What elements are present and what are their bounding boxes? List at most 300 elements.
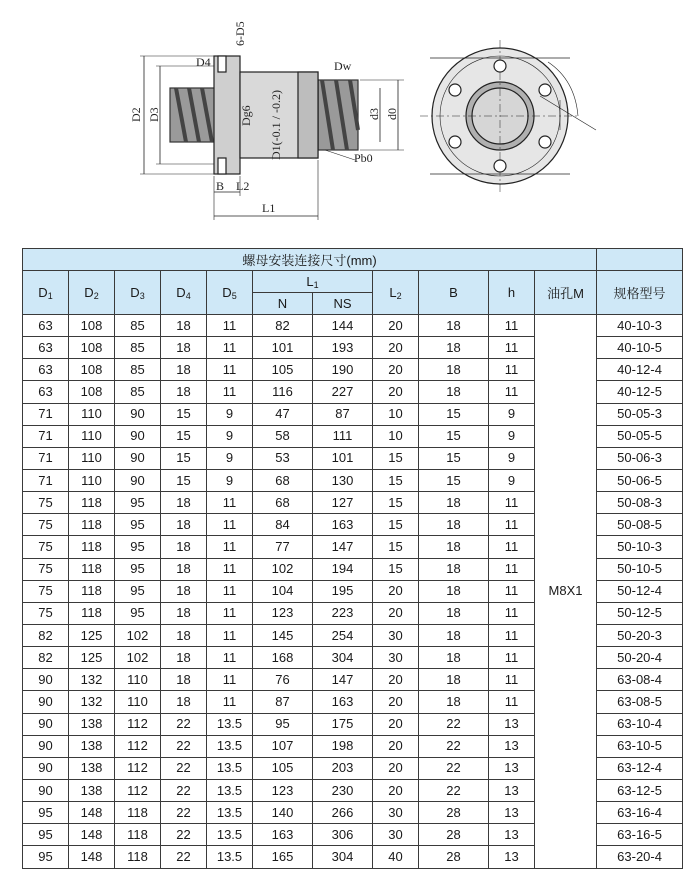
cell-l2: 20 bbox=[373, 580, 419, 602]
cell-h: 13 bbox=[489, 757, 535, 779]
cell-l2: 15 bbox=[373, 469, 419, 491]
cell-h: 11 bbox=[489, 558, 535, 580]
cell-d5: 11 bbox=[207, 315, 253, 337]
cell-model: 63-12-5 bbox=[597, 779, 683, 801]
cell-b: 22 bbox=[419, 713, 489, 735]
cell-n: 101 bbox=[253, 337, 313, 359]
cell-h: 11 bbox=[489, 691, 535, 713]
cell-oil-hole: M8X1 bbox=[535, 315, 597, 869]
cell-d2: 118 bbox=[69, 602, 115, 624]
cell-d5: 11 bbox=[207, 647, 253, 669]
cell-d1: 82 bbox=[23, 624, 69, 646]
cell-b: 18 bbox=[419, 492, 489, 514]
header-d4-sub: 4 bbox=[185, 290, 191, 301]
cell-b: 18 bbox=[419, 514, 489, 536]
cell-l2: 20 bbox=[373, 713, 419, 735]
cell-d3: 85 bbox=[115, 381, 161, 403]
cell-b: 18 bbox=[419, 647, 489, 669]
cell-d1: 90 bbox=[23, 779, 69, 801]
cell-d5: 13.5 bbox=[207, 757, 253, 779]
cell-d4: 22 bbox=[161, 713, 207, 735]
cell-l2: 20 bbox=[373, 669, 419, 691]
cell-l2: 15 bbox=[373, 536, 419, 558]
cell-d5: 13.5 bbox=[207, 824, 253, 846]
cell-d5: 11 bbox=[207, 691, 253, 713]
cell-ns: 254 bbox=[313, 624, 373, 646]
cell-b: 18 bbox=[419, 669, 489, 691]
cell-model: 40-12-4 bbox=[597, 359, 683, 381]
label-d-0: d0 bbox=[385, 108, 399, 120]
cell-d2: 110 bbox=[69, 425, 115, 447]
cell-n: 105 bbox=[253, 359, 313, 381]
cell-model: 40-10-3 bbox=[597, 315, 683, 337]
cell-d4: 18 bbox=[161, 647, 207, 669]
cell-d2: 138 bbox=[69, 713, 115, 735]
cell-model: 50-06-5 bbox=[597, 469, 683, 491]
cell-b: 18 bbox=[419, 381, 489, 403]
cell-n: 53 bbox=[253, 447, 313, 469]
label-d4: D4 bbox=[196, 55, 211, 69]
cell-l2: 20 bbox=[373, 602, 419, 624]
header-b: B bbox=[419, 271, 489, 315]
label-pb0: Pb0 bbox=[354, 151, 373, 165]
header-d4-text: D bbox=[176, 284, 186, 300]
cell-d2: 118 bbox=[69, 514, 115, 536]
cell-model: 50-05-3 bbox=[597, 403, 683, 425]
cell-n: 104 bbox=[253, 580, 313, 602]
cell-d1: 95 bbox=[23, 802, 69, 824]
cell-b: 18 bbox=[419, 359, 489, 381]
cell-d5: 11 bbox=[207, 602, 253, 624]
cell-d3: 90 bbox=[115, 403, 161, 425]
cell-d3: 118 bbox=[115, 802, 161, 824]
cell-d2: 138 bbox=[69, 735, 115, 757]
cell-d4: 18 bbox=[161, 558, 207, 580]
cell-model: 50-12-4 bbox=[597, 580, 683, 602]
cell-h: 9 bbox=[489, 425, 535, 447]
cell-l2: 20 bbox=[373, 735, 419, 757]
cell-d3: 95 bbox=[115, 536, 161, 558]
cell-d1: 75 bbox=[23, 602, 69, 624]
cell-n: 82 bbox=[253, 315, 313, 337]
cell-d4: 22 bbox=[161, 846, 207, 868]
cell-l2: 40 bbox=[373, 846, 419, 868]
cell-h: 11 bbox=[489, 337, 535, 359]
cell-d1: 90 bbox=[23, 669, 69, 691]
cell-d5: 9 bbox=[207, 469, 253, 491]
cell-d3: 90 bbox=[115, 469, 161, 491]
cell-n: 145 bbox=[253, 624, 313, 646]
cell-d5: 11 bbox=[207, 359, 253, 381]
cell-d5: 11 bbox=[207, 580, 253, 602]
label-l2: L2 bbox=[236, 179, 250, 193]
cell-b: 18 bbox=[419, 580, 489, 602]
cell-d4: 22 bbox=[161, 802, 207, 824]
cell-ns: 194 bbox=[313, 558, 373, 580]
cell-n: 95 bbox=[253, 713, 313, 735]
header-l1-sub: 1 bbox=[313, 279, 319, 290]
cell-d4: 18 bbox=[161, 492, 207, 514]
cell-model: 63-20-4 bbox=[597, 846, 683, 868]
cell-model: 50-10-3 bbox=[597, 536, 683, 558]
cell-model: 50-20-3 bbox=[597, 624, 683, 646]
cell-model: 63-12-4 bbox=[597, 757, 683, 779]
header-h: h bbox=[489, 271, 535, 315]
cell-d4: 15 bbox=[161, 425, 207, 447]
cell-n: 87 bbox=[253, 691, 313, 713]
header-l1-text: L bbox=[306, 273, 314, 289]
cell-ns: 195 bbox=[313, 580, 373, 602]
cell-d3: 110 bbox=[115, 691, 161, 713]
cell-d1: 90 bbox=[23, 757, 69, 779]
cell-b: 18 bbox=[419, 337, 489, 359]
cell-d4: 18 bbox=[161, 514, 207, 536]
cell-d1: 63 bbox=[23, 315, 69, 337]
cell-model: 40-10-5 bbox=[597, 337, 683, 359]
cell-d3: 112 bbox=[115, 779, 161, 801]
cell-l2: 20 bbox=[373, 315, 419, 337]
cell-ns: 87 bbox=[313, 403, 373, 425]
cell-l2: 30 bbox=[373, 824, 419, 846]
cell-b: 18 bbox=[419, 691, 489, 713]
cell-ns: 193 bbox=[313, 337, 373, 359]
cell-d3: 118 bbox=[115, 846, 161, 868]
cell-d4: 18 bbox=[161, 624, 207, 646]
cell-ns: 147 bbox=[313, 536, 373, 558]
cell-h: 11 bbox=[489, 492, 535, 514]
cell-d2: 108 bbox=[69, 337, 115, 359]
cell-b: 18 bbox=[419, 558, 489, 580]
cell-l2: 15 bbox=[373, 492, 419, 514]
label-dg6: Dg6 bbox=[239, 105, 253, 126]
cell-d3: 85 bbox=[115, 359, 161, 381]
cell-l2: 20 bbox=[373, 337, 419, 359]
cell-d2: 132 bbox=[69, 691, 115, 713]
cell-d2: 148 bbox=[69, 846, 115, 868]
cell-d5: 13.5 bbox=[207, 735, 253, 757]
cell-d3: 112 bbox=[115, 735, 161, 757]
header-d1 bbox=[23, 271, 69, 315]
cell-h: 11 bbox=[489, 647, 535, 669]
header-model: 规格型号 bbox=[597, 271, 683, 315]
cell-b: 22 bbox=[419, 779, 489, 801]
cell-d5: 11 bbox=[207, 381, 253, 403]
cell-d5: 11 bbox=[207, 624, 253, 646]
header-n: N bbox=[253, 293, 313, 315]
cell-b: 15 bbox=[419, 469, 489, 491]
cell-d2: 125 bbox=[69, 647, 115, 669]
cell-d2: 125 bbox=[69, 624, 115, 646]
cell-d4: 18 bbox=[161, 536, 207, 558]
cell-n: 105 bbox=[253, 757, 313, 779]
cell-d5: 13.5 bbox=[207, 713, 253, 735]
label-d-3: d3 bbox=[367, 108, 381, 120]
cell-l2: 20 bbox=[373, 691, 419, 713]
cell-h: 9 bbox=[489, 403, 535, 425]
cell-d1: 90 bbox=[23, 713, 69, 735]
cell-ns: 266 bbox=[313, 802, 373, 824]
cell-d1: 95 bbox=[23, 846, 69, 868]
cell-ns: 306 bbox=[313, 824, 373, 846]
label-d1: D1(-0.1 / -0.2) bbox=[269, 90, 283, 160]
cell-n: 102 bbox=[253, 558, 313, 580]
cell-d4: 18 bbox=[161, 381, 207, 403]
cell-d3: 90 bbox=[115, 447, 161, 469]
cell-d5: 9 bbox=[207, 425, 253, 447]
header-d3 bbox=[115, 271, 161, 315]
cell-d4: 18 bbox=[161, 602, 207, 624]
cell-ns: 304 bbox=[313, 647, 373, 669]
cell-d2: 148 bbox=[69, 824, 115, 846]
cell-h: 11 bbox=[489, 381, 535, 403]
cell-l2: 15 bbox=[373, 514, 419, 536]
header-oil-hole: 油孔M bbox=[535, 271, 597, 315]
label-d3: D3 bbox=[147, 107, 161, 122]
cell-d5: 11 bbox=[207, 514, 253, 536]
cell-h: 11 bbox=[489, 514, 535, 536]
cell-d2: 118 bbox=[69, 580, 115, 602]
cell-d4: 15 bbox=[161, 403, 207, 425]
cell-d2: 118 bbox=[69, 558, 115, 580]
cell-d1: 71 bbox=[23, 425, 69, 447]
cell-d1: 82 bbox=[23, 647, 69, 669]
cell-model: 50-20-4 bbox=[597, 647, 683, 669]
cell-d4: 22 bbox=[161, 735, 207, 757]
cell-ns: 190 bbox=[313, 359, 373, 381]
cell-d4: 18 bbox=[161, 580, 207, 602]
cell-n: 163 bbox=[253, 824, 313, 846]
cell-b: 15 bbox=[419, 425, 489, 447]
cell-d1: 90 bbox=[23, 691, 69, 713]
header-l2-sub: 2 bbox=[396, 290, 402, 301]
cell-d2: 108 bbox=[69, 381, 115, 403]
header-d3-sub: 3 bbox=[139, 290, 145, 301]
cell-d2: 138 bbox=[69, 779, 115, 801]
cell-l2: 30 bbox=[373, 647, 419, 669]
cell-d3: 85 bbox=[115, 315, 161, 337]
cell-n: 47 bbox=[253, 403, 313, 425]
header-d1-sub: 1 bbox=[47, 290, 53, 301]
cell-d2: 138 bbox=[69, 757, 115, 779]
cell-h: 13 bbox=[489, 846, 535, 868]
cell-d4: 18 bbox=[161, 337, 207, 359]
cell-h: 13 bbox=[489, 802, 535, 824]
label-l1: L1 bbox=[262, 201, 276, 215]
cell-n: 76 bbox=[253, 669, 313, 691]
cell-b: 28 bbox=[419, 802, 489, 824]
cell-n: 68 bbox=[253, 492, 313, 514]
cell-d2: 110 bbox=[69, 447, 115, 469]
header-d3-text: D bbox=[130, 284, 140, 300]
cell-d5: 11 bbox=[207, 337, 253, 359]
cell-l2: 20 bbox=[373, 779, 419, 801]
cell-h: 13 bbox=[489, 713, 535, 735]
cell-ns: 144 bbox=[313, 315, 373, 337]
cell-d2: 108 bbox=[69, 359, 115, 381]
cell-d1: 63 bbox=[23, 381, 69, 403]
cell-ns: 223 bbox=[313, 602, 373, 624]
cell-model: 63-16-4 bbox=[597, 802, 683, 824]
cell-d3: 95 bbox=[115, 558, 161, 580]
cell-model: 63-08-5 bbox=[597, 691, 683, 713]
label-d2: D2 bbox=[129, 107, 143, 122]
cell-d4: 18 bbox=[161, 359, 207, 381]
cell-d4: 22 bbox=[161, 779, 207, 801]
cell-d3: 95 bbox=[115, 602, 161, 624]
cell-model: 50-06-3 bbox=[597, 447, 683, 469]
cell-h: 9 bbox=[489, 447, 535, 469]
cell-l2: 10 bbox=[373, 425, 419, 447]
cell-d3: 118 bbox=[115, 824, 161, 846]
cell-ns: 230 bbox=[313, 779, 373, 801]
table-body bbox=[23, 315, 683, 869]
cell-n: 58 bbox=[253, 425, 313, 447]
cell-model: 50-12-5 bbox=[597, 602, 683, 624]
cell-n: 123 bbox=[253, 779, 313, 801]
cell-model: 40-12-5 bbox=[597, 381, 683, 403]
cell-l2: 20 bbox=[373, 381, 419, 403]
cell-model: 63-10-5 bbox=[597, 735, 683, 757]
cell-d5: 11 bbox=[207, 536, 253, 558]
cell-ns: 111 bbox=[313, 425, 373, 447]
cell-d5: 11 bbox=[207, 558, 253, 580]
cell-d1: 71 bbox=[23, 469, 69, 491]
cell-d5: 11 bbox=[207, 669, 253, 691]
cell-d2: 110 bbox=[69, 403, 115, 425]
cell-ns: 175 bbox=[313, 713, 373, 735]
cell-d4: 22 bbox=[161, 757, 207, 779]
cell-n: 165 bbox=[253, 846, 313, 868]
label-6-d5: 6-D5 bbox=[233, 21, 247, 46]
header-d5-text: D bbox=[222, 284, 232, 300]
table-row bbox=[23, 315, 683, 337]
cell-d1: 75 bbox=[23, 558, 69, 580]
table-title-blank bbox=[597, 249, 683, 271]
cell-h: 11 bbox=[489, 669, 535, 691]
cell-d5: 13.5 bbox=[207, 846, 253, 868]
header-d2 bbox=[69, 271, 115, 315]
cell-d3: 90 bbox=[115, 425, 161, 447]
cell-h: 11 bbox=[489, 602, 535, 624]
cell-ns: 101 bbox=[313, 447, 373, 469]
cell-d3: 95 bbox=[115, 492, 161, 514]
cell-d1: 75 bbox=[23, 536, 69, 558]
cell-ns: 304 bbox=[313, 846, 373, 868]
cell-ns: 130 bbox=[313, 469, 373, 491]
cell-model: 63-08-4 bbox=[597, 669, 683, 691]
cell-l2: 30 bbox=[373, 624, 419, 646]
cell-b: 15 bbox=[419, 447, 489, 469]
cell-b: 18 bbox=[419, 315, 489, 337]
cell-model: 50-05-5 bbox=[597, 425, 683, 447]
cell-n: 68 bbox=[253, 469, 313, 491]
label-b: B bbox=[216, 179, 225, 193]
cell-b: 18 bbox=[419, 536, 489, 558]
cell-h: 11 bbox=[489, 580, 535, 602]
cell-h: 13 bbox=[489, 735, 535, 757]
cell-d4: 18 bbox=[161, 669, 207, 691]
cell-d2: 110 bbox=[69, 469, 115, 491]
cell-b: 22 bbox=[419, 735, 489, 757]
header-l2 bbox=[373, 271, 419, 315]
cell-d1: 63 bbox=[23, 359, 69, 381]
cell-n: 84 bbox=[253, 514, 313, 536]
cell-ns: 198 bbox=[313, 735, 373, 757]
cell-d2: 108 bbox=[69, 315, 115, 337]
cell-d2: 118 bbox=[69, 536, 115, 558]
cell-d3: 112 bbox=[115, 757, 161, 779]
cell-ns: 127 bbox=[313, 492, 373, 514]
cell-h: 13 bbox=[489, 779, 535, 801]
cell-d3: 85 bbox=[115, 337, 161, 359]
cell-n: 77 bbox=[253, 536, 313, 558]
cell-d1: 63 bbox=[23, 337, 69, 359]
cell-d5: 9 bbox=[207, 447, 253, 469]
cell-ns: 227 bbox=[313, 381, 373, 403]
cell-b: 22 bbox=[419, 757, 489, 779]
cell-d1: 71 bbox=[23, 447, 69, 469]
cell-h: 11 bbox=[489, 536, 535, 558]
cell-d2: 148 bbox=[69, 802, 115, 824]
cell-b: 18 bbox=[419, 602, 489, 624]
cell-d1: 95 bbox=[23, 824, 69, 846]
header-ns: NS bbox=[313, 293, 373, 315]
cell-h: 11 bbox=[489, 624, 535, 646]
front-view-drawing bbox=[420, 40, 596, 192]
cell-n: 140 bbox=[253, 802, 313, 824]
cell-l2: 20 bbox=[373, 757, 419, 779]
cell-d5: 13.5 bbox=[207, 802, 253, 824]
header-d2-sub: 2 bbox=[93, 290, 99, 301]
cell-d2: 118 bbox=[69, 492, 115, 514]
cell-ns: 163 bbox=[313, 514, 373, 536]
nut-dimension-table bbox=[22, 248, 683, 869]
cell-ns: 163 bbox=[313, 691, 373, 713]
header-l2-text: L bbox=[389, 284, 397, 300]
cell-ns: 203 bbox=[313, 757, 373, 779]
cell-h: 13 bbox=[489, 824, 535, 846]
cell-b: 28 bbox=[419, 846, 489, 868]
cell-model: 50-10-5 bbox=[597, 558, 683, 580]
cell-d4: 15 bbox=[161, 469, 207, 491]
cell-d4: 18 bbox=[161, 315, 207, 337]
cell-l2: 30 bbox=[373, 802, 419, 824]
cell-d5: 9 bbox=[207, 403, 253, 425]
cell-b: 28 bbox=[419, 824, 489, 846]
label-dw: Dw bbox=[334, 59, 352, 73]
cell-d3: 95 bbox=[115, 580, 161, 602]
header-d5 bbox=[207, 271, 253, 315]
cell-d3: 112 bbox=[115, 713, 161, 735]
cell-d1: 90 bbox=[23, 735, 69, 757]
cell-d3: 102 bbox=[115, 624, 161, 646]
cell-h: 11 bbox=[489, 315, 535, 337]
cell-b: 15 bbox=[419, 403, 489, 425]
cell-n: 107 bbox=[253, 735, 313, 757]
cell-model: 50-08-5 bbox=[597, 514, 683, 536]
cell-d3: 95 bbox=[115, 514, 161, 536]
cell-b: 18 bbox=[419, 624, 489, 646]
cell-d5: 13.5 bbox=[207, 779, 253, 801]
cell-model: 50-08-3 bbox=[597, 492, 683, 514]
cell-n: 116 bbox=[253, 381, 313, 403]
cell-d3: 110 bbox=[115, 669, 161, 691]
cell-d4: 15 bbox=[161, 447, 207, 469]
cell-n: 123 bbox=[253, 602, 313, 624]
cell-model: 63-10-4 bbox=[597, 713, 683, 735]
cell-ns: 147 bbox=[313, 669, 373, 691]
cell-h: 9 bbox=[489, 469, 535, 491]
